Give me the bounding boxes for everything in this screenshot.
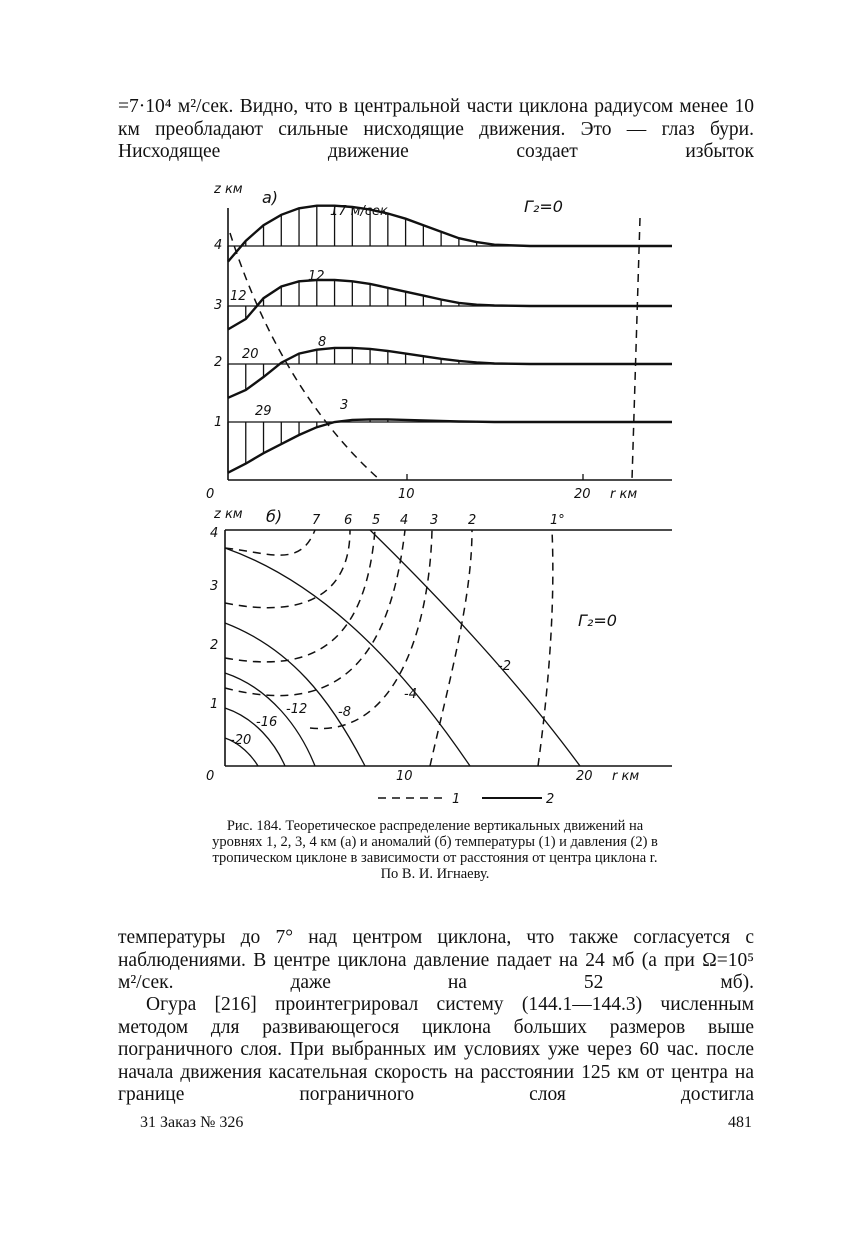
panel-b-temp-isoline-2 [430,530,472,766]
panel-b-pressure-label-4: -4 [404,687,417,702]
caption-source: По В. И. Игнаеву. [380,866,490,882]
panel-b-legend-label-2: 2 [546,792,555,807]
paragraph-ogura: Огура [216] проинтегрировал систему (144.1—144.3) численным методом для развивающегося циклона больших размеров выше пограничного слоя. При выбранных им условиях уже через 60 час. после начала движения касательная скорость на расстоянии 125 км от центра на границе пограничного слоя достигла [118,994,754,1105]
page-number: 481 [728,1114,752,1131]
panel-b-temp-label-1: 1° [550,513,565,528]
panel-a-xtick-label-0: 0 [206,487,215,502]
panel-a-profile-level2 [228,348,672,398]
panel-a-levels [228,206,672,473]
panel-b-ytick-4: 4 [210,526,219,541]
panel-a-label-level2: 8 [318,335,327,350]
panel-b-temp-isoline-7 [225,530,315,555]
panel-b-temp-label-2: 2 [468,513,477,528]
footer-signature: 31 Заказ № 326 [140,1114,244,1131]
panel-b-xtick-label-10: 10 [396,769,413,784]
paragraph-temperature: температуры до 7° над центром циклона, что также согласуется с наблюдениями. В центре циклона давление падает на 24 мб (а при Ω=10⁵ м²/сек. даже на 52 мб). [118,927,754,993]
panel-a-label-level3: 12 [308,269,325,284]
panel-b-temp-isoline-4 [225,530,405,696]
panel-b-pressure-label-16: -16 [256,715,278,730]
panel-a-ytick-2: 2 [214,355,223,370]
panel-b-temp-label-6: 6 [344,513,353,528]
panel-b-temp-label-7: 7 [312,513,321,528]
panel-b-temp-label-3: 3 [430,513,439,528]
panel-b-pressure-label-12: -12 [286,702,308,717]
panel-b-temp-isoline-6 [225,530,350,608]
panel-a-side-label-level3: 12 [230,289,247,304]
caption-text: Рис. 184. Теоретическое распределение вертикальных движений на уровнях 1, 2, 3, 4 км (а) и аномалий (б) температуры (1) и давления (2) в тропическом циклоне в зависимости от расстояния от центра циклона r. [212,818,658,866]
panel-b-condition: Γ₂=0 [578,611,617,630]
panel-b-pressure-isoline-2 [370,530,580,766]
panel-b-legend-label-1: 1 [452,792,461,807]
panel-a-label-level1: 3 [340,398,349,413]
panel-b-label: б) [266,507,283,526]
panel-b-ytick-3: 3 [210,579,219,594]
panel-b-temp-label-5: 5 [372,513,381,528]
panel-b-temp-label-4: 4 [400,513,409,528]
figure-caption [200,818,670,882]
panel-a-outer-boundary [632,218,640,480]
panel-b-pressure-label-20: -20 [230,733,252,748]
figure-svg [200,178,690,813]
panel-b-ylabel: z км [214,507,243,522]
panel-a-label: а) [262,188,279,207]
panel-a-ylabel: z км [214,182,243,197]
panel-a-ytick-1: 1 [214,415,223,430]
panel-b-xlabel: r км [612,769,640,784]
panel-b-ytick-2: 2 [210,638,219,653]
panel-a-xtick-label-20: 20 [574,487,591,502]
panel-b-pressure-label-2: -2 [498,659,511,674]
panel-a-ytick-4: 4 [214,238,223,253]
panel-a-condition: Γ₂=0 [524,197,563,216]
top-paragraph: =7·10⁴ м²/сек. Видно, что в центральной части циклона радиусом менее 10 км преобладают сильные нисходящие движения. Это — глаз бури. Нисходящее движение создает избыток [118,96,754,162]
panel-a-xlabel: r км [610,487,638,502]
panel-a-profile-level1 [228,419,672,472]
panel-a-xtick-label-10: 10 [398,487,415,502]
panel-b-xtick-label-0: 0 [206,769,215,784]
figure-184 [200,178,690,813]
panel-b-pressure-label-8: -8 [338,705,351,720]
panel-b-ytick-1: 1 [210,697,219,712]
panel-a-side-label-level2: 20 [242,347,259,362]
panel-a-label-level4: 17 м/сек. [330,204,392,219]
panel-a-ytick-3: 3 [214,298,223,313]
panel-b-xtick-label-20: 20 [576,769,593,784]
panel-a [206,182,672,502]
panel-a-side-label-level1: 29 [255,404,272,419]
panel-b [206,507,672,807]
panel-a-profile-level4 [228,206,672,262]
panel-b-temp-isoline-1 [538,530,553,766]
panel-a-profile-level3 [228,280,672,329]
